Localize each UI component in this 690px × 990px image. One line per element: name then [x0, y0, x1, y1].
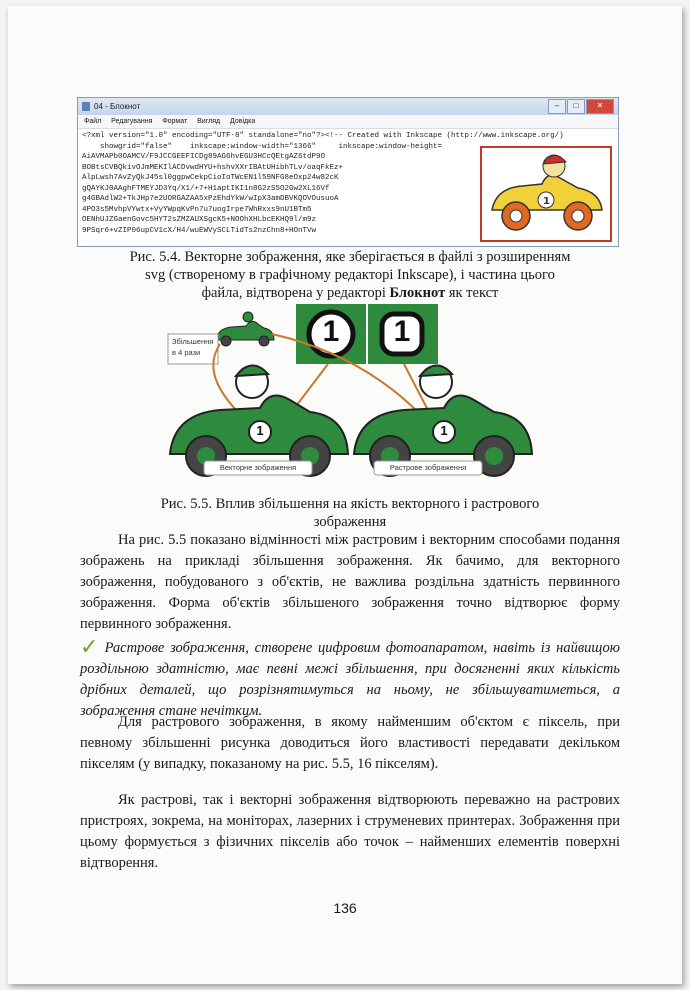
notepad-icon [82, 102, 90, 111]
caption-line: svg (створеному в графічному редакторі Inkscape), і частина цього [145, 267, 555, 283]
small-car [216, 312, 274, 346]
figure-5-5 [160, 304, 540, 488]
vector-image-label: Векторне зображення [219, 463, 297, 472]
note-text: Растрове зображення, створене цифровим фотоапаратом, навіть із найвищою роздільною здатністю, має певні межі збільшення, при досягненні яких кількість дрібних деталей, що розрізнятимуться на ньому, не збільшуватиметься, а зображення стане нечітким. [80, 640, 621, 719]
close-icon[interactable]: ✕ [586, 99, 614, 114]
checkmark-icon: ✓ [80, 634, 101, 659]
svg-source-line: <?xml version="1.0" encoding="UTF-8" standalone="no"?><!-- Created with Inkscape (http://www.inkscape.org/) [82, 132, 564, 140]
vector-car [170, 365, 348, 476]
zoom-label-line1: Збільшення [172, 337, 214, 346]
caption-bold-notepad: Блокнот [389, 285, 446, 301]
inkscape-car-image [480, 146, 612, 242]
svg-source-line: OENhUJZGaenGovc5HYT2sZMZAUXSgcK5+NOOhXHLbcEKHQ9l/m9z [82, 216, 317, 224]
menu-view[interactable]: Вигляд [197, 118, 221, 125]
figure-5-4-caption [80, 248, 620, 302]
figure-5-5-illustration [160, 304, 540, 488]
maximize-icon[interactable]: □ [567, 99, 585, 114]
svg-source-line: 4PO3s5MvhpVYwtx+VyYWpqKvPn7u7uogIrpe7WhRxxs9nU1BTm5 [82, 205, 312, 214]
vector-car-number: 1 [256, 423, 264, 438]
paragraph-note [80, 634, 620, 722]
figure-5-5-caption [80, 495, 620, 531]
svg-source-line: BOBtsCVBQkivOJmMEKIlACDvwdHYU+hshvXXrIBAtUHibhTLv/oaqFkEz+ [82, 163, 344, 172]
raster-image-label: Растрове зображення [389, 463, 467, 472]
notepad-menubar [78, 115, 618, 129]
svg-source-line: 9PSqr6+vZIP06upCV1cX/H4/wuEWVySCLTidTs2nzChn8+HOnTVw [82, 226, 317, 235]
menu-edit[interactable]: Редагування [111, 118, 153, 125]
minimize-icon[interactable]: – [548, 99, 566, 114]
svg-source-line: AiAVMAPb0OAMCV/F9JCCGEEFICDg89AG6hvEGU3HCcQEtgAZ6tdP9O [82, 153, 326, 161]
paragraph-3: Для растрового зображення, в якому найменшим об'єктом є піксель, при певному збільшенні рисунка доводиться його властивості передавати декільком пікселям (у випадку, показаному на рис. 5.5, 16 пікселям). [80, 714, 620, 772]
menu-format[interactable]: Формат [162, 118, 188, 125]
vector-badge-number: 1 [322, 315, 340, 348]
notepad-title: 04 - Блокнот [94, 102, 141, 111]
raster-car-number: 1 [440, 423, 448, 438]
caption-text: як текст [445, 285, 499, 301]
raster-badge-number: 1 [393, 315, 411, 348]
notepad-window [77, 97, 619, 247]
menu-file[interactable]: Файл [84, 118, 102, 125]
svg-source-line: gQAYKJ0AAghFTMEYJD3Yq/X1/+7+H1aptIKI1n8G2zS5O2Gw2XL16Vf [82, 184, 330, 193]
caption-line [80, 284, 620, 302]
notepad-titlebar [78, 98, 618, 115]
caption-text: файла, відтворена у редакторі [201, 285, 390, 301]
paragraph-4: Як растрові, так і векторні зображення відтворюють переважно на растрових пристроях, зокрема, на моніторах, лазерних і струменевих принтерах. Зображення при цьому формується з фізичних пікселів або точок – найменших елементів поверхні відтворення. [80, 792, 620, 871]
zoom-label-line2: в 4 рази [172, 348, 201, 357]
caption-line: зображення [313, 514, 387, 530]
caption-line: Рис. 5.5. Вплив збільшення на якість векторного і растрового [160, 496, 540, 512]
caption-line: Рис. 5.4. Векторне зображення, яке зберігається в файлі з розширенням [129, 249, 571, 265]
svg-source-line: g4GBAdlW2+TkJHp7e2UORGAZAA5xPzEhdYkW/wIpX3amDBVKQOVOusuoA [82, 195, 339, 203]
paragraph-1: На рис. 5.5 показано відмінності між растровим і векторним способами подання зображень на прикладі збільшення зображення. Як бачимо, для векторного зображення, побудованого з об'єктів, не важлива роздільна здатність первинного зображення. Форма об'єктів збільшеного зображення точно відтворює форму первинного зображення. [80, 532, 620, 632]
page-number: 136 [333, 900, 357, 916]
menu-help[interactable]: Довідка [230, 118, 256, 125]
svg-text:1: 1 [543, 196, 550, 207]
svg-source-line: AlpLwsh7AvZyQkJ45sl0ggpwCekpCioIoTWcEN1l59NFG8eOxp24w82cK [82, 174, 339, 182]
svg-source-line: showgrid="false" inkscape:window-width="1366" inkscape:window-height= [82, 142, 443, 151]
